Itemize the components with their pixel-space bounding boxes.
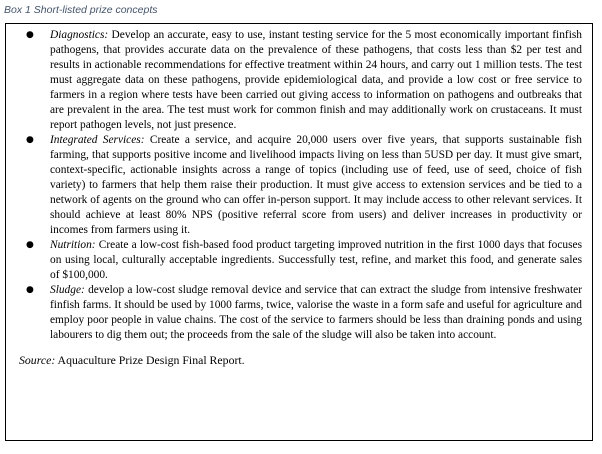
concept-list <box>25 28 582 343</box>
concept-term: Sludge: <box>50 284 85 296</box>
concept-term: Nutrition: <box>50 239 96 251</box>
prize-concepts-box <box>5 23 593 441</box>
concept-term: Diagnostics: <box>50 29 109 41</box>
concept-nutrition <box>25 238 582 283</box>
concept-term: Integrated Services: <box>50 134 145 146</box>
bullet-icon: ● <box>26 135 34 145</box>
concept-text: develop a low-cost sludge removal device and service that can extract the sludge from intensive freshwater finfish farms. It should be used by 1000 farms, twice, valorise the waste in a form safe and useful for agriculture and employ poor people in value chains. The cost of the service to farmers should be less than draining ponds and using labourers to dig them out; the proceeds from the sale of the sludge will also be taken into account. <box>50 284 582 341</box>
bullet-icon: ● <box>26 240 34 250</box>
box-caption: Box 1 Short-listed prize concepts <box>4 4 158 16</box>
concept-sludge <box>25 283 582 343</box>
source-text: Aquaculture Prize Design Final Report. <box>55 353 245 367</box>
bullet-icon: ● <box>26 285 34 295</box>
concept-integrated-services <box>25 133 582 238</box>
concept-diagnostics <box>25 28 582 133</box>
bullet-icon: ● <box>26 30 34 40</box>
concept-text: Develop an accurate, easy to use, instant testing service for the 5 most economically important finfish pathogens, that provides accurate data on the prevalence of these pathogens, that costs less than $2 per test and results in actionable recommendations for effective treatment within 24 hours, and carry out 1 million tests. The test must aggregate data on these pathogens, provide epidemiological data, and provide a low cost or free service to farmers in a region where tests have been carried out giving access to information on pathogens and outbreaks that are prevalent in the area. The test must work for common finish and may additionally work on crustaceans. It must report pathogen levels, not just presence. <box>50 29 582 131</box>
concept-text: Create a service, and acquire 20,000 users over five years, that supports sustainable fish farming, that supports positive income and livelihood impacts living on less than 5USD per day. It must give smart, context-specific, actionable insights across a range of topics (including use of feed, use of seed, choice of fish variety) to farmers that help them raise their production. It must give access to extension services and be tied to a network of agents on the ground who can offer in-person support. It may include access to other relevant services. It should achieve at least 80% NPS (positive referral score from users) and deliver increases in productivity or incomes from farmers using it. <box>50 134 582 236</box>
concept-text: Create a low-cost fish-based food product targeting improved nutrition in the first 1000 days that focuses on using local, culturally acceptable ingredients. Successfully test, refine, and market this food, and generate sales of $100,000. <box>50 239 582 281</box>
source-note <box>19 353 582 368</box>
source-label: Source: <box>19 353 56 367</box>
